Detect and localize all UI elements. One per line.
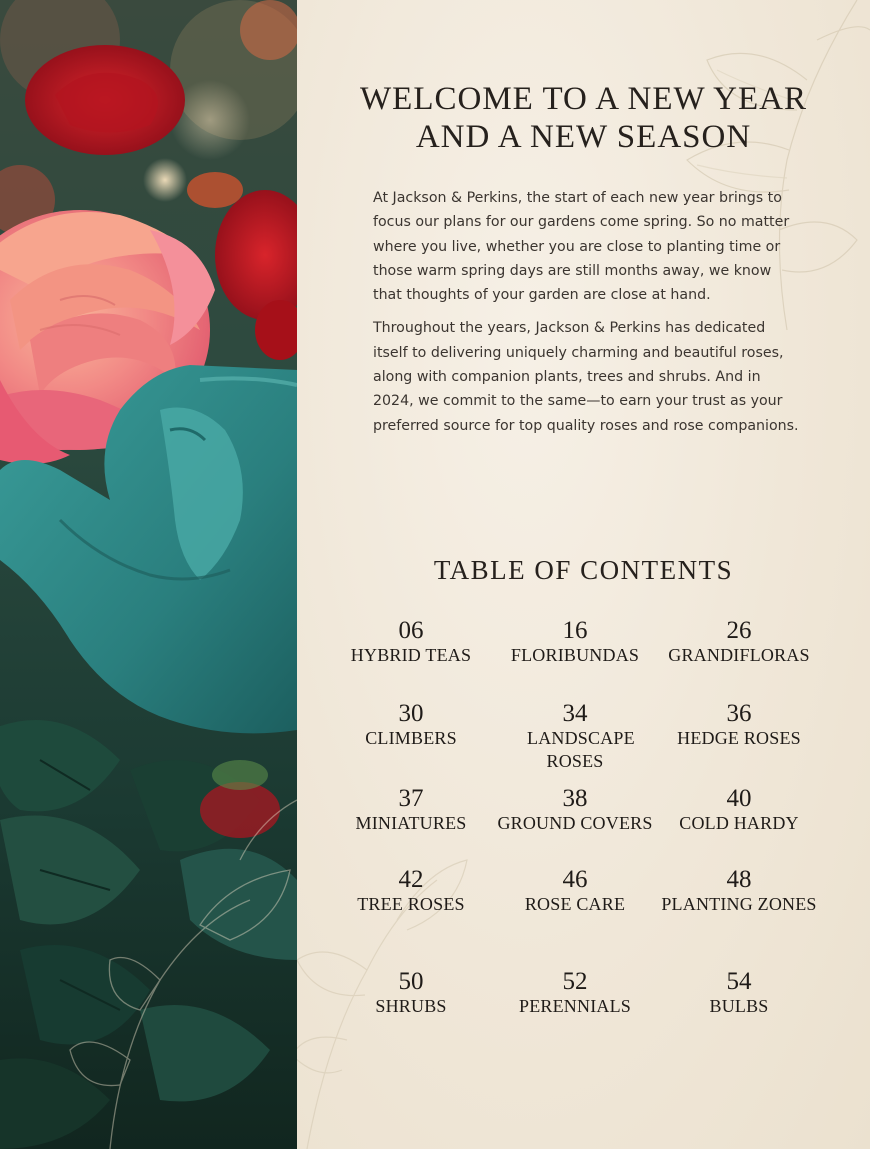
toc-item-cold-hardy[interactable] (653, 785, 825, 835)
toc-item-shrubs[interactable] (325, 968, 497, 1018)
toc-page-number: 37 (398, 785, 424, 812)
toc-section-label: CLIMBERS (365, 728, 457, 748)
toc-item-bulbs[interactable] (653, 968, 825, 1018)
toc-section-label: ROSE CARE (524, 894, 626, 914)
leaf-line-art-decoration-lower (297, 780, 477, 1149)
toc-page-number: 36 (726, 700, 752, 727)
toc-section-label: LANDSCAPE ROSES (527, 728, 635, 771)
toc-section-label: FLORIBUNDAS (510, 645, 640, 665)
toc-item-hybrid-teas[interactable] (325, 617, 497, 667)
photo-rose-gloved-hand (0, 0, 297, 1149)
toc-item-hedge-roses[interactable] (653, 700, 825, 750)
toc-item-miniatures[interactable] (325, 785, 497, 835)
toc-section-label: HEDGE ROSES (677, 728, 801, 748)
toc-section-label: COLD HARDY (679, 813, 799, 833)
toc-page-number: 16 (562, 617, 588, 644)
rose-photo-illustration (0, 0, 297, 1149)
toc-item-grandifloras[interactable] (653, 617, 825, 667)
intro-text (373, 186, 803, 447)
toc-item-perennials[interactable] (489, 968, 661, 1018)
toc-page-number: 54 (726, 968, 752, 995)
toc-item-floribundas[interactable] (489, 617, 661, 667)
intro-paragraph: Throughout the years, Jackson & Perkins has dedicated itself to delivering uniquely charming and beautiful roses, along with companion plants, trees and shrubs. And in 2024, we commit to the same—to earn your trust as your preferred source for top quality roses and rose companions. (373, 320, 799, 434)
toc-item-landscape-roses[interactable] (489, 700, 661, 773)
toc-item-tree-roses[interactable] (325, 866, 497, 916)
toc-page-number: 26 (726, 617, 752, 644)
toc-section-label: PERENNIALS (518, 996, 631, 1016)
toc-page-number: 50 (398, 968, 424, 995)
text-panel (297, 0, 870, 1149)
toc-page-number: 48 (726, 866, 752, 893)
toc-item-climbers[interactable] (325, 700, 497, 750)
toc-title: TABLE OF CONTENTS (433, 555, 734, 585)
toc-section-label: HYBRID TEAS (350, 645, 472, 665)
toc-page-number: 42 (398, 866, 424, 893)
toc-section-label: TREE ROSES (357, 894, 465, 914)
toc-page-number: 34 (562, 700, 588, 727)
toc-section-label: SHRUBS (375, 996, 447, 1016)
toc-item-ground-covers[interactable] (489, 785, 661, 835)
toc-section-label: GROUND COVERS (497, 813, 653, 833)
toc-page-number: 46 (562, 866, 588, 893)
toc-section-label: MINIATURES (355, 813, 467, 833)
page-title: WELCOME TO A NEW YEAR AND A NEW SEASON (360, 81, 807, 155)
toc-page-number: 30 (398, 700, 424, 727)
toc-item-rose-care[interactable] (489, 866, 661, 916)
toc-page-number: 52 (562, 968, 588, 995)
toc-item-planting-zones[interactable] (653, 866, 825, 916)
toc-section-label: GRANDIFLORAS (668, 645, 810, 665)
toc-section-label: PLANTING ZONES (661, 894, 817, 914)
toc-page-number: 40 (726, 785, 752, 812)
toc-page-number: 06 (398, 617, 424, 644)
toc-section-label: BULBS (709, 996, 769, 1016)
toc-page-number: 38 (562, 785, 588, 812)
intro-paragraph: At Jackson & Perkins, the start of each new year brings to focus our plans for our gardens come spring. So no matter where you live, whether you are close to planting time or those warm spring days are still months away, we know that thoughts of your garden are close at hand. (373, 190, 790, 304)
